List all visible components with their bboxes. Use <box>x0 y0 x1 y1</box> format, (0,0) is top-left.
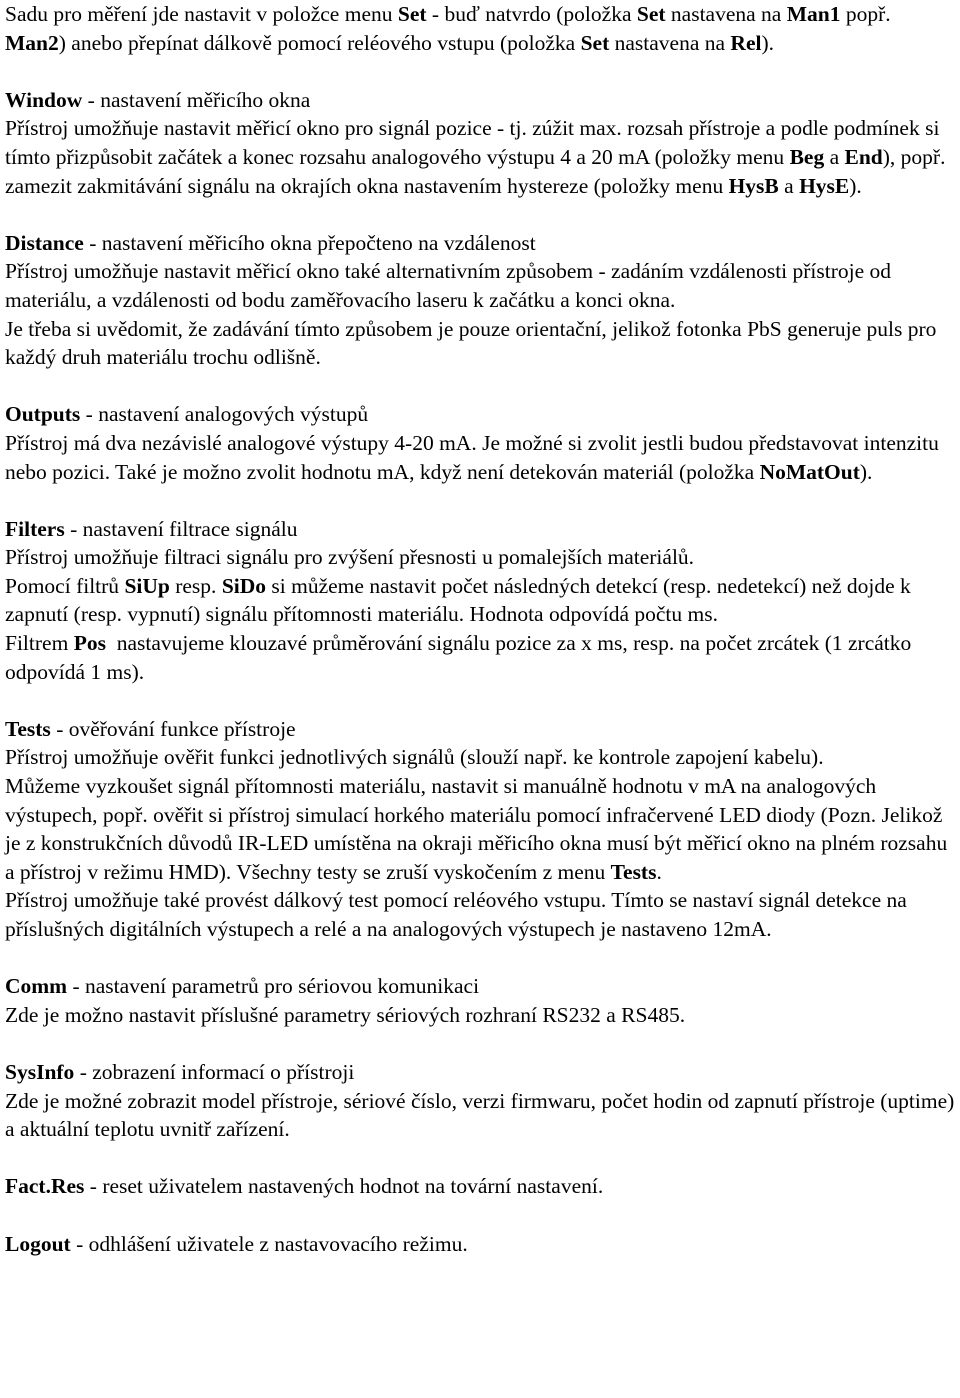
outputs-title: Outputs <box>5 402 81 427</box>
filters-paragraph: Přístroj umožňuje filtraci signálu pro zvýšení přesnosti u pomalejších materiálů. <box>5 545 695 570</box>
menu-item-sido: SiDo <box>221 573 267 598</box>
comm-heading <box>5 972 955 1001</box>
menu-item-set: Set <box>636 2 666 26</box>
menu-value-rel: Rel <box>730 30 762 55</box>
factres-section <box>5 1172 955 1201</box>
outputs-text: Přístroj má dva nezávislé analogové výstupy 4-20 mA. Je možné si zvolit jestli budou představovat intenzitu nebo pozici. Také je možno zvolit hodnotu mA, když není detekován materiál (položka <box>5 430 939 484</box>
intro-text: nastavena na <box>665 2 787 26</box>
tests-paragraph <box>5 772 955 886</box>
window-paragraph <box>5 114 955 200</box>
intro-text: - buď natvrdo (položka <box>426 2 637 26</box>
tests-paragraph: Přístroj umožňuje ověřit funkci jednotlivých signálů (slouží např. ke kontrole zapojení kabelu). <box>5 745 824 770</box>
outputs-heading <box>5 400 955 429</box>
intro-paragraph <box>5 0 955 57</box>
window-heading <box>5 86 955 115</box>
sysinfo-paragraph: Zde je možné zobrazit model přístroje, sériové číslo, verzi firmwaru, počet hodin od zapnutí přístroje (uptime) a aktuální teplotu uvnitř zařízení. <box>5 1088 955 1142</box>
filters-text: resp. <box>169 573 222 598</box>
tests-subtitle: - ověřování funkce přístroje <box>50 716 296 741</box>
distance-paragraph: Přístroj umožňuje nastavit měřicí okno také alternativním způsobem - zadáním vzdálenosti přístroje od materiálu, a vzdálenosti od bodu zaměřovacího laseru k začátku a konci okna. <box>5 259 892 312</box>
logout-title: Logout <box>5 1231 71 1256</box>
outputs-text: ). <box>859 459 873 484</box>
window-section <box>5 86 955 200</box>
distance-heading <box>5 229 955 258</box>
menu-value-man1: Man1 <box>786 2 841 26</box>
distance-section <box>5 229 955 372</box>
menu-item-pos: Pos <box>73 631 106 656</box>
sysinfo-title: SysInfo <box>5 1059 75 1084</box>
intro-text: nastavena na <box>609 30 731 55</box>
filters-title: Filters <box>5 516 65 541</box>
sysinfo-subtitle: - zobrazení informací o přístroji <box>74 1059 355 1084</box>
outputs-section <box>5 400 955 486</box>
outputs-subtitle: - nastavení analogových výstupů <box>80 402 369 427</box>
tests-section <box>5 715 955 944</box>
menu-item-end: End <box>844 144 883 169</box>
filters-text: si můžeme nastavit počet následných detekcí (resp. nedetekcí) než dojde k zapnutí (resp. vypnutí) signálu přítomnosti materiálu. Hodnota odpovídá počtu ms. <box>5 573 911 627</box>
distance-subtitle: - nastavení měřicího okna přepočteno na vzdálenost <box>83 230 536 255</box>
filters-section <box>5 515 955 687</box>
logout-heading <box>5 1230 955 1259</box>
intro-text: ) anebo přepínat dálkově pomocí reléového vstupu (položka <box>58 30 581 55</box>
sysinfo-section <box>5 1058 955 1144</box>
filters-paragraph <box>5 629 955 686</box>
menu-item-tests: Tests <box>610 859 657 884</box>
distance-paragraph: Je třeba si uvědomit, že zadávání tímto způsobem je pouze orientační, jelikož fotonka PbS generuje puls pro každý druh materiálu trochu odlišně. <box>5 316 937 370</box>
window-title: Window <box>5 87 83 112</box>
intro-text: Sadu pro měření jde nastavit v položce menu <box>5 2 398 26</box>
filters-text: Filtrem <box>5 631 74 656</box>
tests-text: Můžeme vyzkoušet signál přítomnosti materiálu, nastavit si manuálně hodnotu v mA na analogových výstupech, popř. ověřit si přístroj simulací horkého materiálu pomocí infračervené LED diody (Pozn. Jelikož je z konstrukčních důvodů IR-LED umístěna na okraji měřicího okna musí být měřicí okno na plném rozsahu a přístroj v režimu HMD). Všechny testy se zruší vyskočením z menu <box>5 774 948 884</box>
tests-heading <box>5 715 955 744</box>
window-text: Přístroj umožňuje nastavit měřicí okno pro signál pozice - tj. zúžit max. rozsah přístroje a podle podmínek si tímto přizpůsobit začátek a konec rozsahu analogového výstupu 4 a 20 mA (položky menu <box>5 116 940 169</box>
comm-title: Comm <box>5 974 68 999</box>
window-text: ), popř. zamezit zakmitávání signálu na okrajích okna nastavením hystereze (položky menu <box>5 144 946 198</box>
filters-heading <box>5 515 955 544</box>
factres-subtitle: - reset uživatelem nastavených hodnot na tovární nastavení. <box>84 1174 604 1199</box>
window-text: ). <box>849 173 862 198</box>
filters-text: Pomocí filtrů <box>5 573 125 598</box>
menu-item-set: Set <box>580 30 610 55</box>
logout-subtitle: - odhlášení uživatele z nastavovacího režimu. <box>70 1231 468 1256</box>
window-text: a <box>824 144 845 169</box>
outputs-paragraph <box>5 429 955 486</box>
menu-item-siup: SiUp <box>124 573 170 598</box>
menu-item-nomatout: NoMatOut <box>759 459 860 484</box>
sysinfo-heading <box>5 1058 955 1087</box>
comm-section <box>5 972 955 1029</box>
logout-section <box>5 1230 955 1259</box>
intro-text: popř. <box>840 2 891 26</box>
window-text: a <box>778 173 800 198</box>
menu-value-man2: Man2 <box>5 30 59 55</box>
filters-subtitle: - nastavení filtrace signálu <box>64 516 298 541</box>
filters-paragraph <box>5 572 955 629</box>
window-subtitle: - nastavení měřicího okna <box>82 87 311 112</box>
document-page <box>5 0 955 1287</box>
comm-paragraph: Zde je možno nastavit příslušné parametry sériových rozhraní RS232 a RS485. <box>5 1002 686 1027</box>
filters-text: nastavujeme klouzavé průměrování signálu pozice za x ms, resp. na počet zrcátek (1 zrcátko odpovídá 1 ms). <box>5 631 917 684</box>
menu-item-beg: Beg <box>789 144 825 169</box>
factres-title: Fact.Res <box>5 1174 85 1199</box>
intro-text: ). <box>761 30 775 55</box>
menu-item-hyse: HysE <box>799 173 850 198</box>
tests-title: Tests <box>5 716 51 741</box>
tests-paragraph: Přístroj umožňuje také provést dálkový test pomocí reléového vstupu. Tímto se nastaví signál detekce na příslušných digitálních výstupech a relé a na analogových výstupech je nastaveno 12mA. <box>5 888 907 941</box>
distance-title: Distance <box>5 230 84 255</box>
menu-item-set: Set <box>397 2 427 26</box>
intro-section <box>5 0 955 57</box>
factres-heading <box>5 1172 955 1201</box>
tests-text: . <box>656 859 662 884</box>
menu-item-hysb: HysB <box>728 173 779 198</box>
comm-subtitle: - nastavení parametrů pro sériovou komunikaci <box>67 974 480 999</box>
